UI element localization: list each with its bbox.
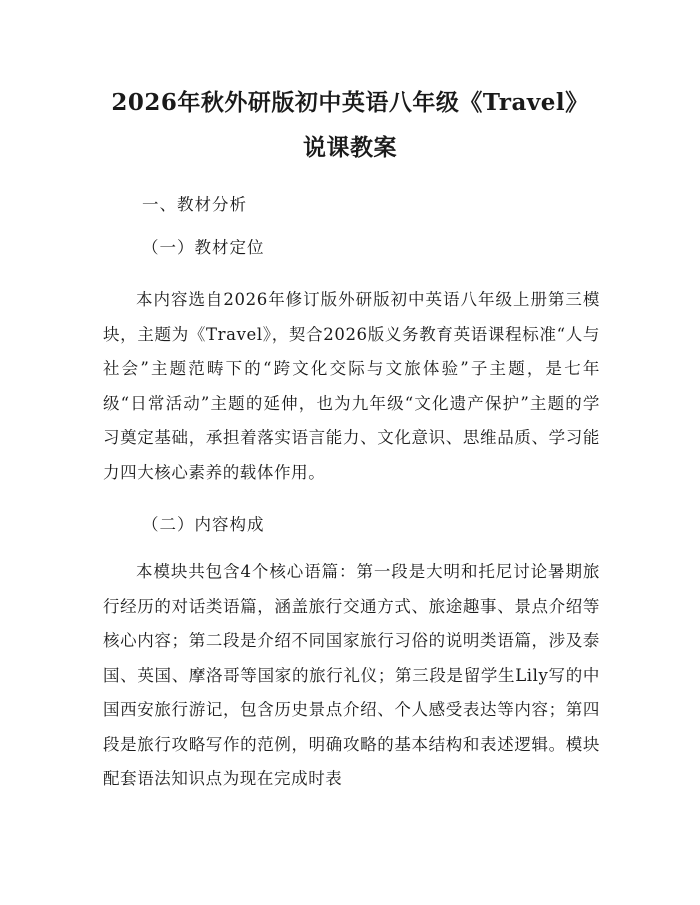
document-title: 2026年秋外研版初中英语八年级《Travel》 <box>111 89 589 116</box>
subsection-heading-content: （二）内容构成 <box>142 515 265 534</box>
document-subtitle: 说课教案 <box>303 134 397 161</box>
subsection-heading-positioning: （一）教材定位 <box>142 238 265 257</box>
paragraph-content: 本模块共包含4个核心语篇：第一段是大明和托尼讨论暑期旅行经历的对话类语篇，涵盖旅行交通方式、旅途趣事、景点介绍等核心内容；第二段是介绍不同国家旅行习俗的说明类语篇，涉及泰国、英国、摩洛哥等国家的旅行礼仪；第三段是留学生Lily写的中国西安旅行游记，包含历史景点介绍、个人感受表达等内容；第四段是旅行攻略写作的范例，明确攻略的基本结构和表述逻辑。模块配套语法知识点为现在完成时表 <box>103 562 600 788</box>
paragraph-positioning: 本内容选自2026年修订版外研版初中英语八年级上册第三模块，主题为《Travel》，契合2026版义务教育英语课程标准“人与社会”主题范畴下的“跨文化交际与文旅体验”子主题，是七年级“日常活动”主题的延伸，也为九年级“文化遗产保护”主题的学习奠定基础，承担着落实语言能力、文化意识、思维品质、学习能力四大核心素养的载体作用。 <box>103 290 600 482</box>
section-heading-textbook-analysis: 一、教材分析 <box>142 195 247 214</box>
